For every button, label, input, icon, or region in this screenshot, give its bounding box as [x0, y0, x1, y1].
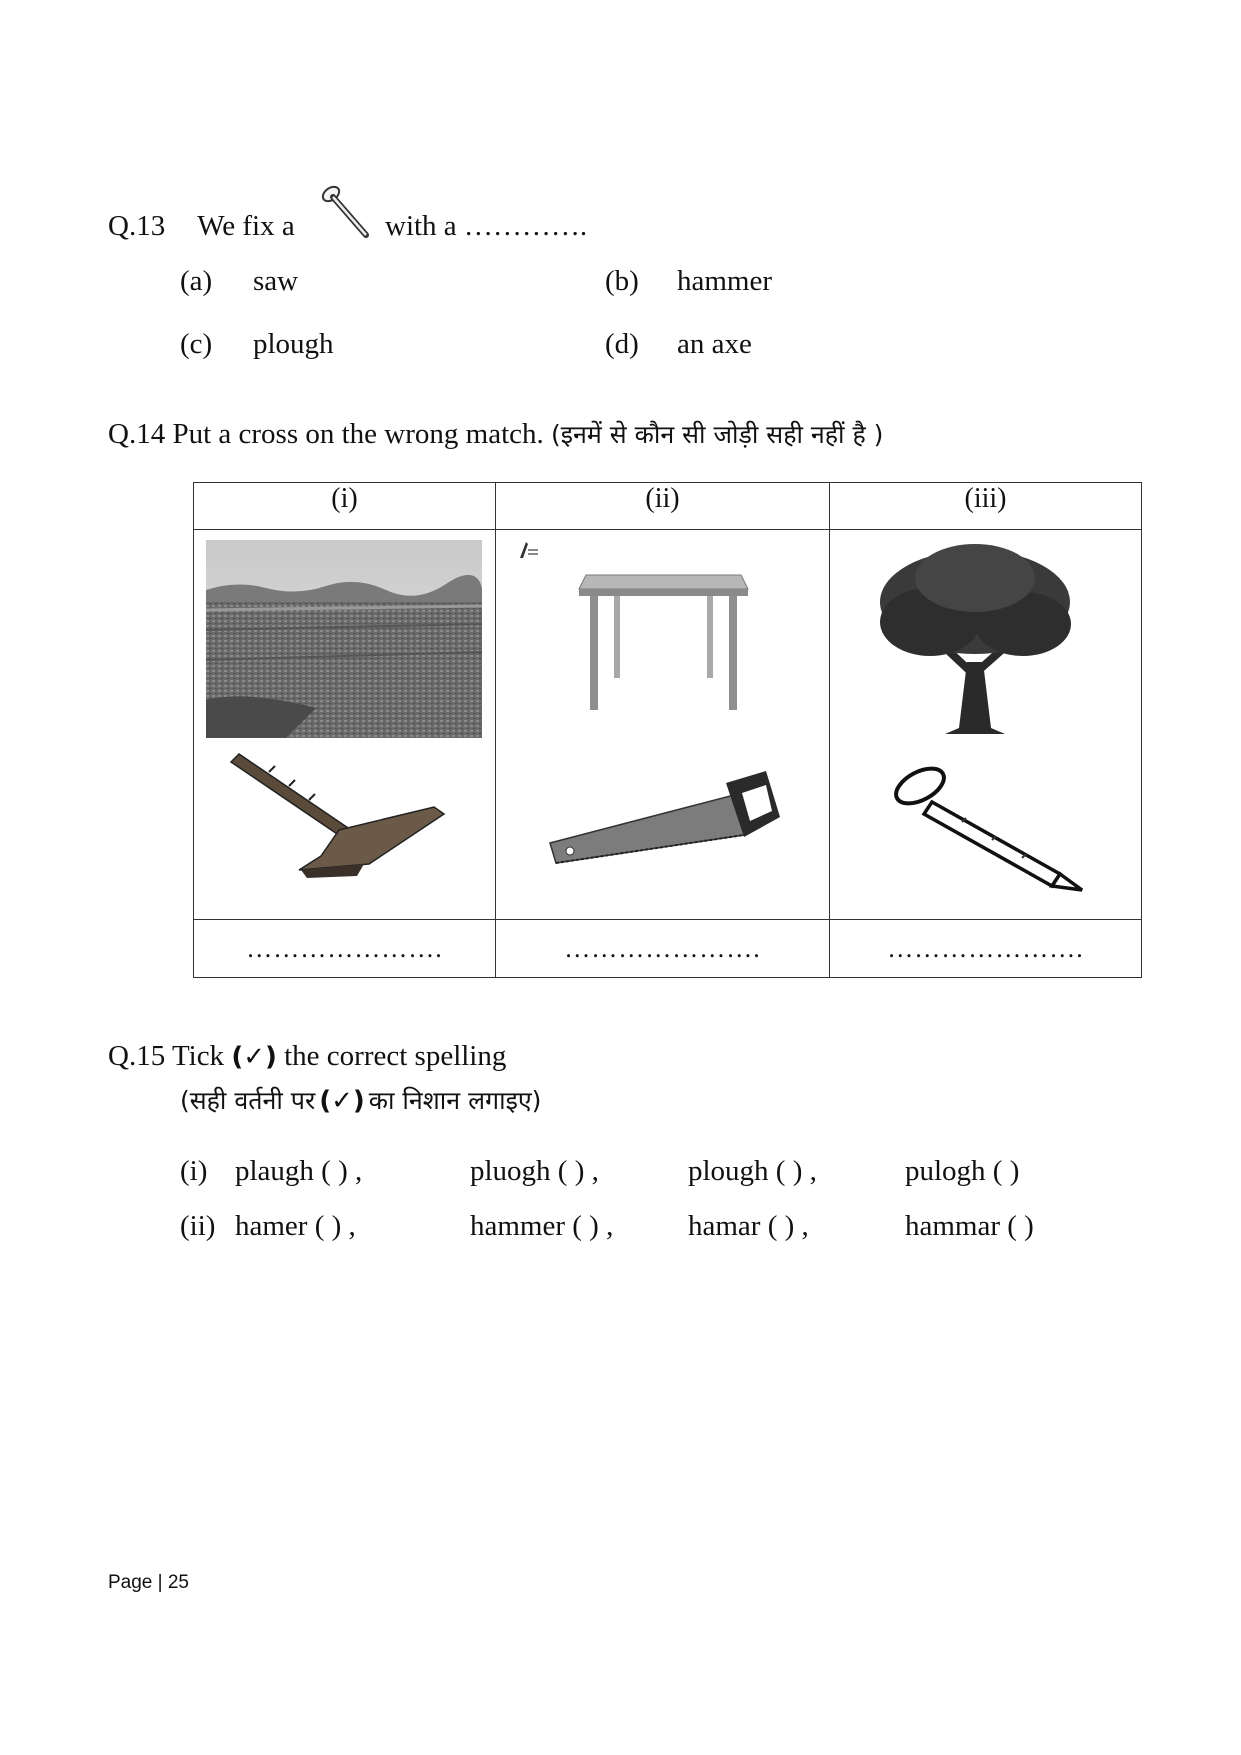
tick-icon: (✓) — [319, 1086, 365, 1116]
q15-line — [108, 1040, 506, 1073]
q14-number: Q.14 — [108, 418, 166, 450]
q13-option-d[interactable] — [605, 328, 752, 361]
q14-hindi: (इनमें से कौन सी जोड़ी सही नहीं है ) — [551, 420, 884, 449]
option-text: an axe — [677, 328, 752, 360]
match-cell-i[interactable] — [194, 529, 496, 920]
col-head-i: (i) — [194, 483, 496, 530]
q15-hindi-after: का निशान लगाइए) — [368, 1086, 542, 1115]
saw-icon — [544, 765, 784, 875]
plough-icon — [229, 752, 459, 882]
q14-line — [108, 417, 883, 451]
option-label: (b) — [605, 265, 639, 297]
option-label: (d) — [605, 328, 639, 360]
option-label: (c) — [180, 328, 213, 360]
q15-hindi-before: (सही वर्तनी पर — [180, 1086, 316, 1115]
match-cell-iii[interactable] — [830, 529, 1142, 920]
nail-icon — [318, 183, 376, 241]
q13-line — [108, 210, 295, 243]
q13-text-after: with a …………. — [385, 210, 588, 242]
q14-text: Put a cross on the wrong match. — [172, 418, 544, 450]
option-text: saw — [253, 265, 299, 297]
spelling-option[interactable]: hamar ( ) , — [688, 1210, 809, 1242]
q13-option-a[interactable] — [180, 265, 299, 298]
q15-hindi-line — [180, 1083, 541, 1117]
answer-blank-iii[interactable]: …………………. — [830, 920, 1142, 978]
col-head-iii: (iii) — [830, 483, 1142, 530]
option-label: (a) — [180, 265, 213, 297]
spelling-option[interactable]: pluogh ( ) , — [470, 1155, 599, 1187]
spelling-option[interactable]: pulogh ( ) — [905, 1155, 1020, 1187]
q13-option-c[interactable] — [180, 328, 334, 361]
q13-text-before: We fix a — [197, 210, 295, 242]
answer-blank-ii[interactable]: …………………. — [496, 920, 830, 978]
field-photo — [206, 540, 482, 738]
spelling-option[interactable]: plaugh ( ) , — [235, 1155, 363, 1187]
table-icon — [576, 565, 751, 715]
tick-icon: (✓) — [231, 1042, 277, 1072]
option-text: hammer — [677, 265, 773, 297]
answer-blank-i[interactable]: …………………. — [194, 920, 496, 978]
col-head-ii: (ii) — [496, 483, 830, 530]
q15-text: the correct spelling — [284, 1040, 507, 1072]
q15-row-ii-label: (ii) — [180, 1210, 216, 1242]
nail-icon — [892, 762, 1107, 897]
match-table — [193, 482, 1142, 978]
watermark-logo — [516, 540, 540, 562]
q15-tick-word: Tick — [171, 1040, 225, 1072]
spelling-option[interactable]: hammar ( ) — [905, 1210, 1034, 1242]
q15-number: Q.15 — [108, 1040, 166, 1072]
spelling-option[interactable]: plough ( ) , — [688, 1155, 817, 1187]
page-number: Page | 25 — [108, 1572, 190, 1593]
spelling-option[interactable]: hamer ( ) , — [235, 1210, 356, 1242]
q13-number: Q.13 — [108, 210, 166, 242]
option-text: plough — [253, 328, 334, 360]
q13-option-b[interactable] — [605, 265, 773, 298]
tree-icon — [875, 542, 1075, 734]
match-cell-ii[interactable] — [496, 529, 830, 920]
q15-row-i-label: (i) — [180, 1155, 208, 1187]
spelling-option[interactable]: hammer ( ) , — [470, 1210, 614, 1242]
